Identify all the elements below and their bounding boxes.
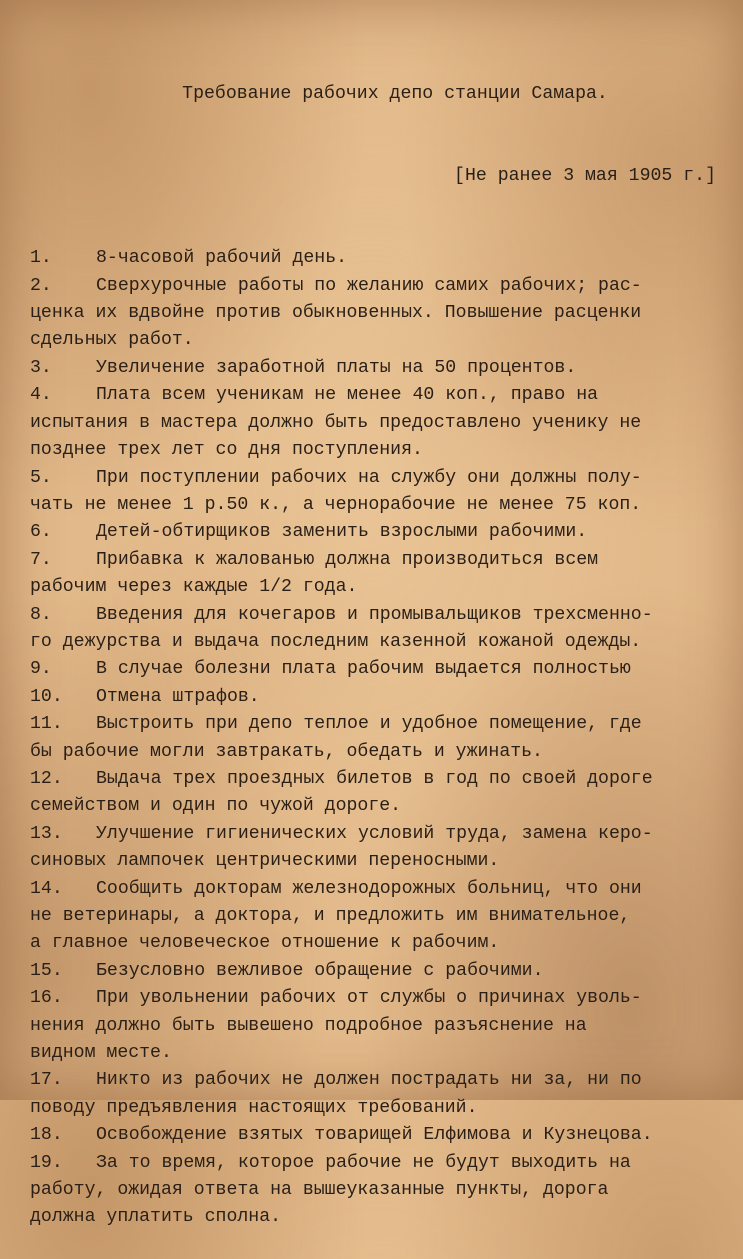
demand-line: [30, 848, 720, 875]
demand-line: [30, 574, 720, 601]
demand-text: сдельных работ.: [30, 330, 194, 351]
demand-text: За то время, которое рабочие не будут выходить на: [96, 1152, 631, 1173]
demand-number: 11.: [30, 714, 63, 735]
demand-text: рабочим через каждые 1/2 года.: [30, 577, 358, 598]
demand-number: 18.: [30, 1125, 63, 1146]
demand-number: 5.: [30, 467, 52, 488]
demand-item: [30, 876, 720, 958]
demand-text: не ветеринары, а доктора, и предложить им внимательное,: [30, 906, 631, 926]
document-body: [30, 26, 720, 1259]
demand-text: Сообщить докторам железнодорожных больниц, что они: [96, 878, 642, 899]
demand-item: [30, 465, 720, 520]
demand-text: позднее трех лет со дня поступления.: [30, 440, 423, 461]
demand-text: В случае болезни плата рабочим выдается полностью: [96, 659, 631, 680]
demand-item: [30, 1150, 720, 1232]
demand-line: [30, 711, 720, 738]
demand-text: Детей-обтирщиков заменить взрослыми рабочими.: [96, 522, 588, 543]
demand-number: 9.: [30, 659, 52, 680]
demand-line: [30, 821, 720, 848]
demand-number: 14.: [30, 878, 63, 899]
demand-line: [30, 1122, 720, 1149]
demand-text: Никто из рабочих не должен пострадать ни за, ни по: [96, 1070, 642, 1091]
demand-line: [30, 629, 720, 656]
demand-number: 6.: [30, 522, 52, 543]
demand-text: бы рабочие могли завтракать, обедать и ужинать.: [30, 741, 543, 762]
demand-line: [30, 766, 720, 793]
demand-line: [30, 465, 720, 492]
demand-text: Выстроить при депо теплое и удобное помещение, где: [96, 714, 642, 735]
demand-line: [30, 273, 720, 300]
demand-text: испытания в мастера должно быть предоставлено ученику не: [30, 412, 642, 433]
demand-text: 8-часовой рабочий день.: [96, 248, 348, 269]
demand-text: Введения для кочегаров и промывальщиков трехсменно-: [96, 604, 653, 625]
demand-text: семейством и один по чужой дороге.: [30, 796, 402, 817]
demand-text: Плата всем ученикам не менее 40 коп., право на: [96, 385, 599, 406]
demand-number: 16.: [30, 988, 63, 1009]
demand-line: [30, 355, 720, 382]
demand-text: Освобождение взятых товарищей Елфимова и Кузнецова.: [96, 1125, 653, 1146]
demand-item: [30, 547, 720, 602]
demand-item: [30, 245, 720, 272]
demand-line: [30, 656, 720, 683]
demands-list: [30, 245, 720, 1232]
demand-item: [30, 985, 720, 1067]
demand-line: [30, 793, 720, 820]
demand-line: [30, 684, 720, 711]
demand-text: Выдача трех проездных билетов в год по своей дороге: [96, 768, 653, 789]
demand-text: Сверхурочные работы по желанию самих рабочих; рас-: [96, 275, 642, 296]
demand-line: [30, 985, 720, 1012]
demand-line: [30, 410, 720, 437]
demand-number: 4.: [30, 385, 52, 406]
demand-item: [30, 519, 720, 546]
demand-text: Улучшение гигиенических условий труда, замена керо-: [96, 823, 653, 844]
demand-item: [30, 958, 720, 985]
demand-line: [30, 1177, 720, 1204]
demand-number: 7.: [30, 549, 52, 570]
demand-line: [30, 1067, 720, 1094]
demand-item: [30, 766, 720, 821]
demand-line: [30, 437, 720, 464]
demand-line: [30, 1150, 720, 1177]
demand-line: [30, 327, 720, 354]
demand-line: [30, 382, 720, 409]
demand-line: [30, 547, 720, 574]
demand-text: работу, ожидая ответа на вышеуказанные пункты, дорога: [30, 1180, 609, 1201]
demand-line: [30, 1040, 720, 1067]
demand-line: [30, 492, 720, 519]
demand-text: а главное человеческое отношение к рабочим.: [30, 933, 500, 954]
demand-text: видном месте.: [30, 1043, 172, 1064]
demand-item: [30, 821, 720, 876]
demand-line: [30, 245, 720, 272]
demand-item: [30, 273, 720, 355]
demand-number: 15.: [30, 960, 63, 981]
demand-line: [30, 519, 720, 546]
demand-line: [30, 903, 720, 930]
demand-number: 10.: [30, 686, 63, 707]
demand-text: Увеличение заработной платы на 50 процентов.: [96, 357, 577, 378]
demand-number: 17.: [30, 1070, 63, 1091]
demand-item: [30, 1122, 720, 1149]
demand-line: [30, 1204, 720, 1231]
demand-text: ценка их вдвойне против обыкновенных. Повышение расценки: [30, 303, 642, 324]
demand-text: поводу предъявления настоящих требований.: [30, 1097, 478, 1118]
demand-text: При поступлении рабочих на службу они должны полу-: [96, 467, 642, 488]
demand-line: [30, 958, 720, 985]
demand-text: Отмена штрафов.: [96, 686, 260, 707]
demand-text: Прибавка к жалованью должна производиться всем: [96, 549, 599, 570]
demand-line: [30, 1013, 720, 1040]
demand-number: 3.: [30, 357, 52, 378]
demand-number: 12.: [30, 768, 63, 789]
document-date: [Не ранее 3 мая 1905 г.]: [454, 166, 716, 187]
demand-text: го дежурства и выдача последним казенной кожаной одежды.: [30, 631, 642, 652]
demand-item: [30, 602, 720, 657]
demand-number: 19.: [30, 1152, 63, 1173]
demand-item: [30, 355, 720, 382]
demand-text: нения должно быть вывешено подробное разъяснение на: [30, 1015, 587, 1036]
demand-line: [30, 739, 720, 766]
demand-item: [30, 711, 720, 766]
demand-text: синовых лампочек центрическими переносными.: [30, 851, 500, 872]
demand-item: [30, 382, 720, 464]
demand-line: [30, 930, 720, 957]
demand-item: [30, 656, 720, 683]
demand-text: должна уплатить сполна.: [30, 1207, 282, 1228]
demand-item: [30, 1067, 720, 1122]
demand-number: 2.: [30, 275, 52, 296]
demand-text: Безусловно вежливое обращение с рабочими.: [96, 960, 544, 981]
demand-line: [30, 1095, 720, 1122]
demand-number: 1.: [30, 248, 52, 269]
document-title: Требование рабочих депо станции Самара.: [182, 83, 608, 104]
demand-item: [30, 684, 720, 711]
demand-text: чать не менее 1 р.50 к., а чернорабочие не менее 75 коп.: [30, 494, 642, 515]
demand-line: [30, 300, 720, 327]
demand-line: [30, 876, 720, 903]
demand-line: [30, 602, 720, 629]
demand-number: 8.: [30, 604, 52, 625]
demand-number: 13.: [30, 823, 63, 844]
demand-text: При увольнении рабочих от службы о причинах уволь-: [96, 988, 642, 1009]
